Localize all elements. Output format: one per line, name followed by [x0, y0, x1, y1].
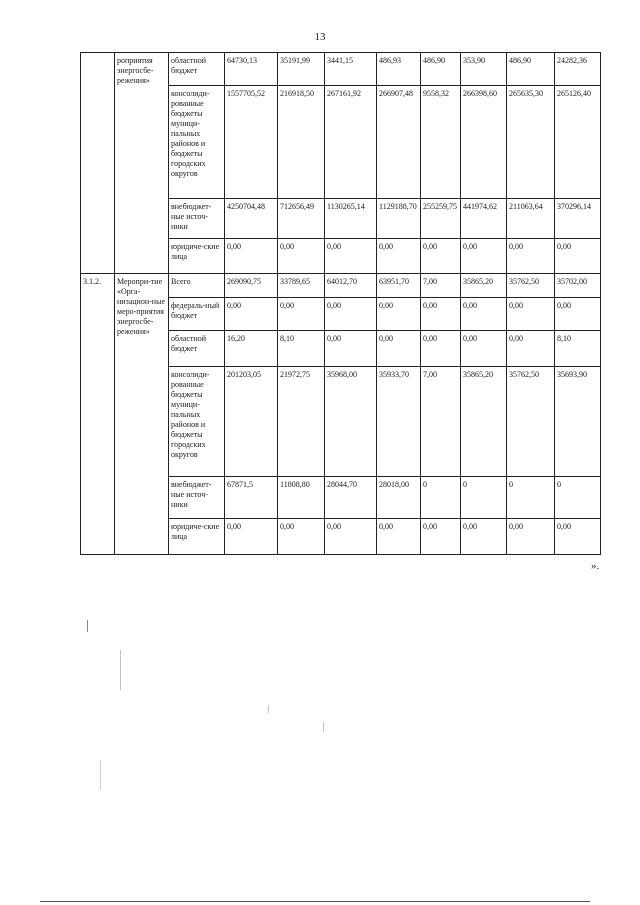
scan-artifact — [87, 620, 88, 632]
value-cell: 0,00 — [225, 298, 278, 331]
value-cell: 0,00 — [421, 519, 461, 555]
value-cell: 9558,32 — [421, 86, 461, 199]
value-cell: 0 — [555, 477, 601, 519]
value-cell: 441974,62 — [461, 199, 507, 239]
funding-source-cell: консолиди-рованные бюджеты муници-пальных районов и бюджеты городских округов — [169, 86, 225, 199]
value-cell: 1130265,14 — [325, 199, 377, 239]
value-cell: 211063,64 — [507, 199, 555, 239]
value-cell: 11808,80 — [278, 477, 325, 519]
closing-quote-mark: ». — [591, 560, 600, 572]
value-cell: 0,00 — [507, 331, 555, 367]
budget-table — [80, 52, 601, 555]
value-cell: 269090,75 — [225, 274, 278, 298]
value-cell: 216918,50 — [278, 86, 325, 199]
value-cell: 0,00 — [507, 239, 555, 274]
value-cell: 712656,49 — [278, 199, 325, 239]
value-cell: 0,00 — [325, 519, 377, 555]
table-row — [81, 53, 601, 86]
value-cell: 265126,40 — [555, 86, 601, 199]
value-cell: 0 — [421, 477, 461, 519]
value-cell: 0 — [507, 477, 555, 519]
value-cell: 255259,75 — [421, 199, 461, 239]
scan-edge-line — [40, 901, 590, 902]
value-cell: 35762,50 — [507, 367, 555, 477]
value-cell: 1129188,70 — [377, 199, 421, 239]
value-cell: 35191,99 — [278, 53, 325, 86]
value-cell: 486,93 — [377, 53, 421, 86]
value-cell: 0,00 — [325, 331, 377, 367]
value-cell: 0,00 — [377, 519, 421, 555]
value-cell: 0,00 — [461, 519, 507, 555]
value-cell: 35865,20 — [461, 367, 507, 477]
value-cell: 0,00 — [377, 331, 421, 367]
value-cell: 21972,75 — [278, 367, 325, 477]
value-cell: 8,10 — [278, 331, 325, 367]
value-cell: 0 — [461, 477, 507, 519]
value-cell: 353,90 — [461, 53, 507, 86]
value-cell: 0,00 — [421, 331, 461, 367]
value-cell: 3441,15 — [325, 53, 377, 86]
value-cell: 64012,70 — [325, 274, 377, 298]
value-cell: 486,90 — [507, 53, 555, 86]
value-cell: 16,20 — [225, 331, 278, 367]
value-cell: 35865,20 — [461, 274, 507, 298]
value-cell: 0,00 — [421, 239, 461, 274]
value-cell: 0,00 — [507, 298, 555, 331]
value-cell: 266907,48 — [377, 86, 421, 199]
value-cell: 1557705,52 — [225, 86, 278, 199]
value-cell: 63951,70 — [377, 274, 421, 298]
value-cell: 0,00 — [461, 331, 507, 367]
budget-table-wrap — [80, 52, 600, 555]
item-code-cell: 3.1.2. — [81, 274, 115, 555]
value-cell: 0,00 — [555, 298, 601, 331]
value-cell: 24282,36 — [555, 53, 601, 86]
value-cell: 67871,5 — [225, 477, 278, 519]
funding-source-cell: юридиче-ские лица — [169, 519, 225, 555]
value-cell: 0,00 — [377, 298, 421, 331]
value-cell: 370296,14 — [555, 199, 601, 239]
value-cell: 0,00 — [278, 519, 325, 555]
funding-source-cell: федераль-ный бюджет — [169, 298, 225, 331]
value-cell: 4250704,48 — [225, 199, 278, 239]
funding-source-cell: внебюджет-ные источ-ники — [169, 477, 225, 519]
funding-source-cell: внебюджет-ные источ-ники — [169, 199, 225, 239]
value-cell: 7,00 — [421, 274, 461, 298]
value-cell: 35933,70 — [377, 367, 421, 477]
funding-source-cell: областной бюджет — [169, 331, 225, 367]
funding-source-cell: юридиче-ские лица — [169, 239, 225, 274]
value-cell: 0,00 — [507, 519, 555, 555]
value-cell: 486,90 — [421, 53, 461, 86]
value-cell: 8,10 — [555, 331, 601, 367]
value-cell: 35968,00 — [325, 367, 377, 477]
value-cell: 0,00 — [461, 239, 507, 274]
scan-artifact — [268, 705, 269, 713]
scan-artifact — [100, 760, 101, 790]
funding-source-cell: Всего — [169, 274, 225, 298]
item-name-cell: роприятия энергосбе-режения» — [115, 53, 169, 274]
value-cell: 28044,70 — [325, 477, 377, 519]
value-cell: 0,00 — [461, 298, 507, 331]
value-cell: 0,00 — [325, 239, 377, 274]
value-cell: 64730,13 — [225, 53, 278, 86]
value-cell: 0,00 — [377, 239, 421, 274]
table-row — [81, 274, 601, 298]
item-name-cell: Меропри-тие «Орга-низацион-ные меро-приятия энергосбе-режения» — [115, 274, 169, 555]
value-cell: 0,00 — [278, 239, 325, 274]
scan-artifact — [120, 650, 121, 690]
value-cell: 0,00 — [421, 298, 461, 331]
value-cell: 33789,65 — [278, 274, 325, 298]
value-cell: 28018,00 — [377, 477, 421, 519]
value-cell: 0,00 — [555, 519, 601, 555]
value-cell: 0,00 — [325, 298, 377, 331]
value-cell: 35762,50 — [507, 274, 555, 298]
value-cell: 265635,30 — [507, 86, 555, 199]
value-cell: 201203,05 — [225, 367, 278, 477]
scan-artifact — [323, 722, 324, 732]
funding-source-cell: областной бюджет — [169, 53, 225, 86]
value-cell: 35693,90 — [555, 367, 601, 477]
value-cell: 0,00 — [555, 239, 601, 274]
value-cell: 0,00 — [225, 239, 278, 274]
value-cell: 7,00 — [421, 367, 461, 477]
value-cell: 0,00 — [225, 519, 278, 555]
table-body — [81, 53, 601, 555]
funding-source-cell: консолиди-рованные бюджеты муници-пальных районов и бюджеты городских округов — [169, 367, 225, 477]
value-cell: 0,00 — [278, 298, 325, 331]
page-number: 13 — [314, 31, 326, 43]
value-cell: 267161,92 — [325, 86, 377, 199]
item-code-cell — [81, 53, 115, 274]
value-cell: 35702,00 — [555, 274, 601, 298]
value-cell: 266398,60 — [461, 86, 507, 199]
